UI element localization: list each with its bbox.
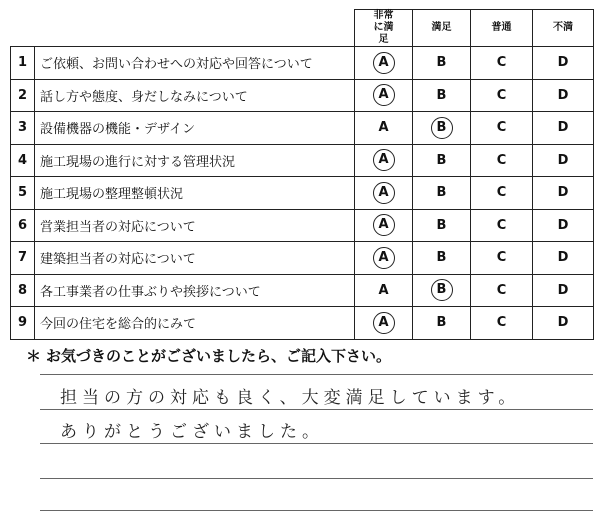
rating-option-a[interactable]: [355, 242, 413, 275]
header-blank: [11, 10, 355, 47]
rating-option-b[interactable]: [413, 47, 471, 80]
column-header-very-satisfied: 非常に満足: [355, 10, 413, 47]
rating-option-b[interactable]: [413, 79, 471, 112]
comment-prompt: お気づきのことがございましたら、ご記入下さい。: [46, 347, 392, 365]
rating-option-b[interactable]: [413, 209, 471, 242]
question-number: 4: [11, 144, 35, 177]
comment-line-2: ありがとうございました。: [60, 422, 324, 442]
question-text: 営業担当者の対応について: [35, 209, 355, 242]
question-row: [11, 274, 594, 307]
option-letter: D: [557, 217, 569, 233]
option-letter: B: [436, 185, 447, 201]
option-letter: A: [378, 282, 389, 298]
selected-circle-mark: A: [373, 214, 395, 236]
rating-option-d[interactable]: [533, 177, 594, 210]
question-row: [11, 79, 594, 112]
question-number: 6: [11, 209, 35, 242]
question-row: [11, 307, 594, 340]
selected-circle-mark: B: [431, 279, 453, 301]
rating-option-c[interactable]: [471, 144, 533, 177]
rating-option-d[interactable]: [533, 112, 594, 145]
ruled-line: [40, 374, 593, 375]
rating-option-c[interactable]: [471, 47, 533, 80]
rating-option-c[interactable]: [471, 307, 533, 340]
rating-option-a[interactable]: [355, 79, 413, 112]
option-letter: D: [557, 315, 569, 331]
rating-option-d[interactable]: [533, 47, 594, 80]
rating-option-c[interactable]: [471, 209, 533, 242]
comment-line-1: 担当の方の対応も良く、大変満足しています。: [60, 388, 521, 408]
ruled-line: [40, 443, 593, 444]
question-row: [11, 242, 594, 275]
question-row: [11, 144, 594, 177]
question-row: [11, 209, 594, 242]
question-text: 施工現場の進行に対する管理状況: [35, 144, 355, 177]
rating-option-d[interactable]: [533, 274, 594, 307]
question-number: 2: [11, 79, 35, 112]
question-number: 8: [11, 274, 35, 307]
option-letter: C: [496, 120, 507, 136]
column-header-dissatisfied: 不満: [533, 10, 594, 47]
question-rows: [11, 47, 594, 340]
header-row: [11, 10, 594, 47]
question-number: 7: [11, 242, 35, 275]
question-row: [11, 177, 594, 210]
question-text: 施工現場の整理整頓状況: [35, 177, 355, 210]
selected-circle-mark: A: [373, 52, 395, 74]
rating-option-b[interactable]: [413, 274, 471, 307]
question-row: [11, 47, 594, 80]
selected-circle-mark: A: [373, 312, 395, 334]
option-letter: B: [436, 250, 447, 266]
option-letter: D: [557, 250, 569, 266]
option-letter: C: [496, 217, 507, 233]
option-letter: B: [436, 217, 447, 233]
comment-heading: [26, 345, 391, 366]
option-letter: C: [496, 250, 507, 266]
rating-option-a[interactable]: [355, 307, 413, 340]
asterisk-marker: ＊: [26, 347, 42, 365]
rating-option-a[interactable]: [355, 177, 413, 210]
rating-option-a[interactable]: [355, 112, 413, 145]
rating-option-c[interactable]: [471, 112, 533, 145]
rating-option-d[interactable]: [533, 209, 594, 242]
selected-circle-mark: B: [431, 117, 453, 139]
option-letter: B: [436, 315, 447, 331]
option-letter: D: [557, 152, 569, 168]
option-letter: B: [436, 87, 447, 103]
selected-circle-mark: A: [373, 84, 395, 106]
option-letter: C: [496, 55, 507, 71]
option-letter: D: [557, 120, 569, 136]
question-number: 5: [11, 177, 35, 210]
question-number: 3: [11, 112, 35, 145]
ruled-line: [40, 510, 593, 511]
question-text: 各工事業者の仕事ぶりや挨拶について: [35, 274, 355, 307]
ruled-line: [40, 478, 593, 479]
rating-option-b[interactable]: [413, 112, 471, 145]
option-letter: D: [557, 87, 569, 103]
option-letter: C: [496, 87, 507, 103]
rating-option-b[interactable]: [413, 242, 471, 275]
column-header-satisfied: 満足: [413, 10, 471, 47]
question-text: 話し方や態度、身だしなみについて: [35, 79, 355, 112]
option-letter: B: [436, 55, 447, 71]
rating-option-a[interactable]: [355, 274, 413, 307]
rating-option-c[interactable]: [471, 242, 533, 275]
rating-option-a[interactable]: [355, 209, 413, 242]
question-text: 建築担当者の対応について: [35, 242, 355, 275]
rating-option-b[interactable]: [413, 307, 471, 340]
option-letter: D: [557, 282, 569, 298]
rating-option-b[interactable]: [413, 144, 471, 177]
option-letter: D: [557, 185, 569, 201]
rating-option-d[interactable]: [533, 307, 594, 340]
rating-option-a[interactable]: [355, 144, 413, 177]
question-number: 9: [11, 307, 35, 340]
rating-option-d[interactable]: [533, 79, 594, 112]
question-number: 1: [11, 47, 35, 80]
option-letter: C: [496, 282, 507, 298]
rating-option-d[interactable]: [533, 242, 594, 275]
survey-table: [10, 9, 594, 340]
option-letter: C: [496, 185, 507, 201]
option-letter: C: [496, 152, 507, 168]
rating-option-a[interactable]: [355, 47, 413, 80]
option-letter: B: [436, 152, 447, 168]
selected-circle-mark: A: [373, 247, 395, 269]
question-text: 今回の住宅を総合的にみて: [35, 307, 355, 340]
option-letter: C: [496, 315, 507, 331]
rating-option-c[interactable]: [471, 274, 533, 307]
ruled-line: [40, 409, 593, 410]
option-letter: D: [557, 55, 569, 71]
question-text: ご依頼、お問い合わせへの対応や回答について: [35, 47, 355, 80]
rating-option-c[interactable]: [471, 177, 533, 210]
rating-option-b[interactable]: [413, 177, 471, 210]
rating-option-c[interactable]: [471, 79, 533, 112]
column-header-normal: 普通: [471, 10, 533, 47]
selected-circle-mark: A: [373, 149, 395, 171]
question-row: [11, 112, 594, 145]
selected-circle-mark: A: [373, 182, 395, 204]
option-letter: A: [378, 120, 389, 136]
rating-option-d[interactable]: [533, 144, 594, 177]
question-text: 設備機器の機能・デザイン: [35, 112, 355, 145]
